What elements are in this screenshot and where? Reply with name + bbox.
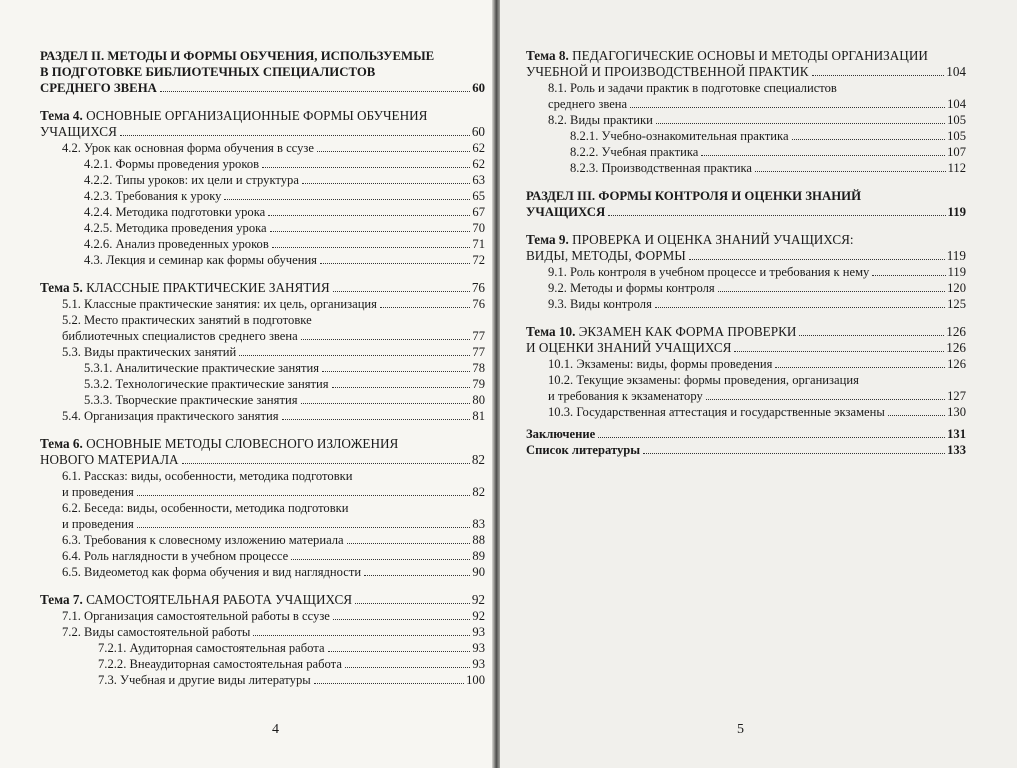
toc-entry[interactable]: и проведения 83 [62, 517, 485, 531]
toc-entry-literature[interactable]: Список литературы 133 [526, 443, 966, 457]
page-number-left: 4 [272, 722, 279, 737]
topic-4-title: Тема 4. ОСНОВНЫЕ ОРГАНИЗАЦИОННЫЕ ФОРМЫ ОБУЧЕНИЯ [40, 108, 428, 123]
left-page [0, 0, 496, 768]
toc-entry[interactable]: 10.1. Экзамены: виды, формы проведения 126 [548, 357, 966, 371]
toc-entry[interactable]: УЧАЩИХСЯ 60 [40, 124, 485, 139]
topic-10-title[interactable]: Тема 10. ЭКЗАМЕН КАК ФОРМА ПРОВЕРКИ 126 [526, 324, 966, 339]
toc-entry[interactable]: библиотечных специалистов среднего звена 77 [62, 329, 485, 343]
toc-right: Тема 8. ПЕДАГОГИЧЕСКИЕ ОСНОВЫ И МЕТОДЫ ОРГАНИЗАЦИИ УЧЕБНОЙ И ПРОИЗВОДСТВЕННОЙ ПРАКТИК 104 8.1. Роль и задачи практик в подготовке специалистов среднего звена 104 8.2. Виды практики 105 8.2.1. Учебно-ознакомительная практика 105 8.2.2. Учебная практика 107 8.2.3. Производственная практика 112 РАЗДЕЛ III. ФОРМЫ КОНТРОЛЯ И ОЦЕНКИ ЗНАНИЙ УЧАЩИХСЯ 119 Тема 9. ПРОВЕРКА И ОЦЕНКА ЗНАНИЙ УЧАЩИХСЯ: ВИДЫ, МЕТОДЫ, ФОРМЫ 119 9.1. Роль контроля в учебном процессе и требования к нему 119 9.2. Методы и формы контроля 120 9.3. Виды контроля 125 Тема 10. ЭКЗАМЕН КАК ФОРМА ПРОВЕРКИ 126 И ОЦЕНКИ ЗНАНИЙ УЧАЩИХСЯ 126 10.1. Экзамены: виды, формы проведения 126 10.2. Текущие экзамены: формы проведения, организация и требования к экзаменатору 127 10.3. Государственная аттестация и государственные экзамены 130 Заключение 131 Список литературы 133 [526, 48, 966, 457]
page-number-right: 5 [737, 722, 744, 737]
toc-entry[interactable]: 10.3. Государственная аттестация и государственные экзамены 130 [548, 405, 966, 419]
toc-entry[interactable]: 9.1. Роль контроля в учебном процессе и требования к нему 119 [548, 265, 966, 279]
toc-entry[interactable]: 5.4. Организация практического занятия 81 [62, 409, 485, 423]
toc-entry[interactable]: 7.2. Виды самостоятельной работы 93 [62, 625, 485, 639]
toc-entry[interactable]: 6.4. Роль наглядности в учебном процессе 89 [62, 549, 485, 563]
toc-entry[interactable]: 9.2. Методы и формы контроля 120 [548, 281, 966, 295]
toc-entry[interactable]: 5.3. Виды практических занятий 77 [62, 345, 485, 359]
toc-entry[interactable]: 7.3. Учебная и другие виды литературы 100 [98, 673, 485, 687]
toc-entry[interactable]: среднего звена 104 [548, 97, 966, 111]
topic-6-title: Тема 6. ОСНОВНЫЕ МЕТОДЫ СЛОВЕСНОГО ИЗЛОЖЕНИЯ [40, 436, 399, 451]
toc-entry[interactable]: ВИДЫ, МЕТОДЫ, ФОРМЫ 119 [526, 248, 966, 263]
topic-8-title: Тема 8. ПЕДАГОГИЧЕСКИЕ ОСНОВЫ И МЕТОДЫ ОРГАНИЗАЦИИ [526, 48, 928, 63]
toc-entry[interactable]: 5.3.1. Аналитические практические занятия 78 [84, 361, 485, 375]
toc-entry[interactable]: 8.2.2. Учебная практика 107 [570, 145, 966, 159]
toc-entry[interactable]: 5.1. Классные практические занятия: их цель, организация 76 [62, 297, 485, 311]
toc-entry[interactable]: 5.3.3. Творческие практические занятия 80 [84, 393, 485, 407]
toc-entry[interactable]: 4.2.4. Методика подготовки урока 67 [84, 205, 485, 219]
right-page [500, 0, 1017, 768]
toc-entry[interactable]: 5.3.2. Технологические практические занятия 79 [84, 377, 485, 391]
topic-9-title: Тема 9. ПРОВЕРКА И ОЦЕНКА ЗНАНИЙ УЧАЩИХСЯ: [526, 232, 854, 247]
toc-entry[interactable]: 7.1. Организация самостоятельной работы в ссузе 92 [62, 609, 485, 623]
toc-entry[interactable]: 6.5. Видеометод как форма обучения и вид наглядности 90 [62, 565, 485, 579]
toc-entry[interactable]: 4.2.6. Анализ проведенных уроков 71 [84, 237, 485, 251]
toc-entry[interactable]: 6.3. Требования к словесному изложению материала 88 [62, 533, 485, 547]
topic-7-title[interactable]: Тема 7. САМОСТОЯТЕЛЬНАЯ РАБОТА УЧАЩИХСЯ 92 [40, 592, 485, 607]
toc-entry[interactable]: 4.2.2. Типы уроков: их цели и структура 63 [84, 173, 485, 187]
toc-entry[interactable]: 4.2.5. Методика проведения урока 70 [84, 221, 485, 235]
toc-entry[interactable]: и требования к экзаменатору 127 [548, 389, 966, 403]
toc-entry[interactable]: УЧЕБНОЙ И ПРОИЗВОДСТВЕННОЙ ПРАКТИК 104 [526, 64, 966, 79]
toc-entry[interactable]: 8.2.3. Производственная практика 112 [570, 161, 966, 175]
toc-entry[interactable]: 7.2.2. Внеаудиторная самостоятельная работа 93 [98, 657, 485, 671]
toc-entry[interactable]: и проведения 82 [62, 485, 485, 499]
toc-entry[interactable]: 4.2. Урок как основная форма обучения в ссузе 62 [62, 141, 485, 155]
toc-entry[interactable]: 4.3. Лекция и семинар как формы обучения 72 [84, 253, 485, 267]
toc-entry[interactable]: СРЕДНЕГО ЗВЕНА 60 [40, 81, 485, 95]
toc-entry[interactable]: 4.2.1. Формы проведения уроков 62 [84, 157, 485, 171]
toc-entry[interactable]: 8.2.1. Учебно-ознакомительная практика 105 [570, 129, 966, 143]
toc-entry[interactable]: 4.2.3. Требования к уроку 65 [84, 189, 485, 203]
toc-entry[interactable]: 9.3. Виды контроля 125 [548, 297, 966, 311]
section-3-title: РАЗДЕЛ III. ФОРМЫ КОНТРОЛЯ И ОЦЕНКИ ЗНАНИЙ [526, 189, 862, 203]
toc-entry[interactable]: УЧАЩИХСЯ 119 [526, 205, 966, 219]
toc-entry[interactable]: 8.2. Виды практики 105 [548, 113, 966, 127]
topic-5-title[interactable]: Тема 5. КЛАССНЫЕ ПРАКТИЧЕСКИЕ ЗАНЯТИЯ 76 [40, 280, 485, 295]
toc-entry[interactable]: И ОЦЕНКИ ЗНАНИЙ УЧАЩИХСЯ 126 [526, 340, 966, 355]
toc-entry-conclusion[interactable]: Заключение 131 [526, 427, 966, 441]
toc-entry[interactable]: НОВОГО МАТЕРИАЛА 82 [40, 452, 485, 467]
toc-left: РАЗДЕЛ II. МЕТОДЫ И ФОРМЫ ОБУЧЕНИЯ, ИСПОЛЬЗУЕМЫЕ В ПОДГОТОВКЕ БИБЛИОТЕЧНЫХ СПЕЦИАЛИСТОВ СРЕДНЕГО ЗВЕНА 60 Тема 4. ОСНОВНЫЕ ОРГАНИЗАЦИОННЫЕ ФОРМЫ ОБУЧЕНИЯ УЧАЩИХСЯ 60 4.2. Урок как основная форма обучения в ссузе 62 4.2.1. Формы проведения уроков 62 4.2.2. Типы уроков: их цели и структура 63 4.2.3. Требования к уроку 65 4.2.4. Методика подготовки урока 67 4.2.5. Методика проведения урока 70 4.2.6. Анализ проведенных уроков 71 4.3. Лекция и семинар как формы обучения 72 Тема 5. КЛАССНЫЕ ПРАКТИЧЕСКИЕ ЗАНЯТИЯ 76 5.1. Классные практические занятия: их цель, организация 76 5.2. Место практических занятий в подготовке библиотечных специалистов среднего звена 77 5.3. Виды практических занятий 77 5.3.1. Аналитические практические занятия 78 5.3.2. Технологические практические занятия 79 5.3.3. Творческие практические занятия 80 5.4. Организация практического занятия 81 Тема 6. ОСНОВНЫЕ МЕТОДЫ СЛОВЕСНОГО ИЗЛОЖЕНИЯ НОВОГО МАТЕРИАЛА 82 6.1. Рассказ: виды, особенности, методика подготовки и проведения 82 6.2. Беседа: виды, особенности, методика подготовки и проведения 83 6.3. Требования к словесному изложению материала 88 6.4. Роль наглядности в учебном процессе 89 6.5. Видеометод как форма обучения и вид наглядности 90 Тема 7. САМОСТОЯТЕЛЬНАЯ РАБОТА УЧАЩИХСЯ 92 7.1. Организация самостоятельной работы в ссузе 92 7.2. Виды самостоятельной работы 93 7.2.1. Аудиторная самостоятельная работа 93 7.2.2. Внеаудиторная самостоятельная работа 93 7.3. Учебная и другие виды литературы 100 [40, 49, 485, 687]
toc-entry[interactable]: 7.2.1. Аудиторная самостоятельная работа 93 [98, 641, 485, 655]
section-2-title: РАЗДЕЛ II. МЕТОДЫ И ФОРМЫ ОБУЧЕНИЯ, ИСПОЛЬЗУЕМЫЕ [40, 49, 435, 63]
